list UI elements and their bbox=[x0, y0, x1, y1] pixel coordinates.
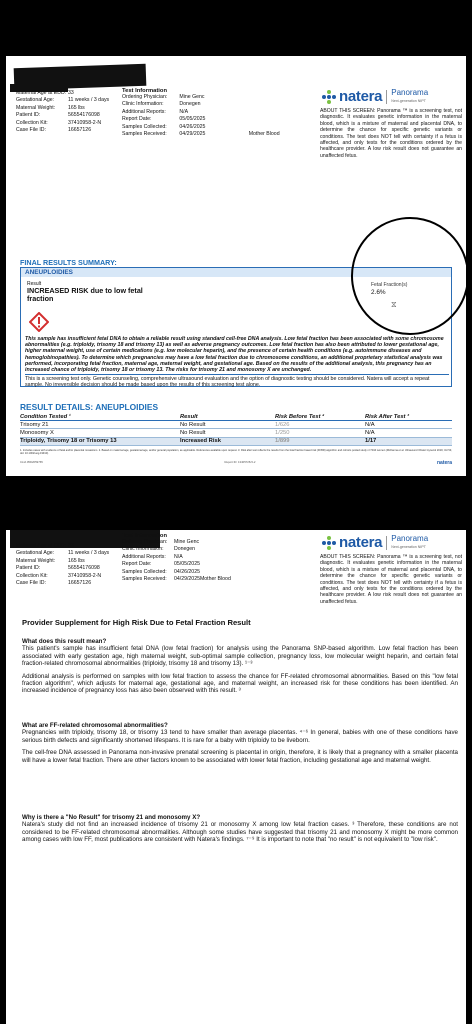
footnotes: 1. Includes cases with evidence of fetal and/or placental mosaicism. 2. Based on maternal age, gestational age, and/or general population, as applicable. References available upon request. 3. Risk after test reflects the results from the fetal fraction based risk (FFBR) algorithm and cohorts pooled study n=7344 women (McKanna et al. Ultrasound Obstet Gynecol 2019; Vol 54; doi: 10.1002/uog.19913). bbox=[20, 449, 452, 456]
patient-row: Maternal Age at EDD: 33 bbox=[16, 543, 74, 549]
about-screen-text: ABOUT THIS SCREEN: Panorama ™ is a screening test, not diagnostic. It evaluates genetic information in the maternal blood, which is a mixture of maternal and placental DNA, to determine the chance for specific genetic variants or conditions. The test does NOT tell with certainty if a fetus is affected, and only tests for the conditions ordered by the healthcare provider. A low risk result does not guarantee an unaffected fetus. bbox=[320, 554, 462, 605]
info-row: Samples Collected: 04/26/2025 bbox=[122, 123, 206, 130]
info-row: Ordering Physician: Mine Genc bbox=[122, 539, 200, 545]
patient-row: Maternal Weight: 165 lbs bbox=[16, 104, 85, 111]
info-row: Additional Reports: N/A bbox=[122, 553, 183, 560]
logo-divider bbox=[386, 536, 387, 550]
dna-icon: ⧖ bbox=[391, 300, 397, 309]
final-results-summary-title: FINAL RESULTS SUMMARY: bbox=[20, 258, 117, 267]
info-row: Samples Received: 04/29/2025 Mother Blood bbox=[122, 131, 280, 138]
warning-icon bbox=[29, 312, 49, 332]
patient-info bbox=[16, 90, 116, 134]
patient-row: Gestational Age: 11 weeks / 3 days bbox=[16, 550, 110, 557]
patient-row: Collection Kit: 37410958-2-N bbox=[16, 119, 102, 126]
patient-row: Maternal Weight: 165 lbs bbox=[16, 557, 85, 564]
report-page-1 bbox=[6, 56, 466, 476]
faq-answer: Pregnancies with triploidy, trisomy 18, or trisomy 13 tend to have smaller than average placentas. ⁴⁻⁶ In general, babies with one of these conditions have serious birth defects and significantly shortened lifespans. It is rare for a baby with triploidy to be liveborn. bbox=[22, 729, 458, 744]
patient-row: Patient ID: 56554176098 bbox=[16, 112, 100, 119]
natera-logo bbox=[322, 88, 428, 105]
result-details-table bbox=[20, 413, 452, 446]
page-footer: CLIA 05D2059765 Report ID: 13405728-5-2 natera bbox=[20, 460, 452, 466]
supplement-title: Provider Supplement for High Risk Due to Fetal Fraction Result bbox=[22, 618, 251, 627]
patient-row: Maternal Age at EDD: 33 bbox=[16, 90, 74, 96]
patient-row: Collection Kit: 37410958-2-N bbox=[16, 572, 102, 579]
logo-divider bbox=[386, 90, 387, 104]
screening-note: This is a screening test only. Genetic counseling, comprehensive ultrasound evaluation and the option of diagnostic testing should be considered. Natera will accept a repeat sample. No irreversible decision should be made based upon the results of this screening test alone. bbox=[25, 374, 449, 388]
table-header: Condition Tested ¹ Result Risk Before Test ² Risk After Test ³ bbox=[20, 413, 452, 421]
result-value: INCREASED RISK due to low fetal fraction bbox=[27, 286, 143, 304]
result-label: Result bbox=[27, 281, 42, 287]
test-info-title: Test Information bbox=[122, 88, 167, 94]
faq-question: What are FF-related chromosomal abnormalities? bbox=[22, 722, 168, 729]
fetal-fraction-value: 2.6% bbox=[371, 289, 386, 296]
info-row: Samples Received: 04/29/2025 Mother Blood bbox=[122, 576, 231, 583]
faq-question: What does this result mean? bbox=[22, 638, 107, 645]
about-screen-text: ABOUT THIS SCREEN: Panorama ™ is a screening test, not diagnostic. It evaluates genetic information in the maternal blood, which is a mixture of maternal and placental DNA, to determine the chance for specific genetic variants or conditions. The test does NOT tell with certainty if a fetus is affected, and only tests for the conditions ordered by the healthcare provider. A low risk result does not guarantee an unaffected fetus. bbox=[320, 108, 462, 159]
logo-word: natera bbox=[339, 88, 383, 105]
faq-section bbox=[22, 722, 458, 764]
natera-dots-icon bbox=[322, 536, 336, 550]
patient-info bbox=[16, 543, 116, 587]
natera-logo bbox=[322, 534, 428, 551]
test-information bbox=[122, 88, 318, 138]
info-row: Samples Collected: 04/26/2025 bbox=[122, 568, 200, 575]
patient-row: Case File ID: 16657126 bbox=[16, 580, 92, 587]
table-row: Monosomy X No Result 1/250 N/A bbox=[20, 429, 452, 437]
fetal-fraction-label: Fetal Fraction(s) bbox=[371, 282, 408, 288]
natera-dots-icon bbox=[322, 90, 336, 104]
result-explanation: This sample has insufficient fetal DNA to obtain a reliable result using standard cell-free DNA analysis. Low fetal fraction has been associated with some chromosome abnormalities (e.g. triploidy, trisomy 18 and trisomy 13) as well as adverse pregnancy outcomes. Low fetal fraction has also been attributed to lower gestational age, higher maternal weight, use of certain medications (e.g. low molecular heparin), and the presence of certain health conditions (e.g. autoimmune diseases and hemoglobinopathies). To determine which pregnancies may have a low fetal fraction due to chromosome conditions, an additional proprietary statistical analysis was performed, incorporating fetal fraction, maternal age, maternal weight, and gestational age. Based on the results of the additional analysis, this pregnancy has an increased chance of triploidy, trisomy 18 or trisomy 13. The risks for trisomy 21 and monosomy X are unchanged. bbox=[25, 336, 444, 374]
test-info-title: Test Information bbox=[122, 533, 167, 539]
test-information bbox=[122, 533, 318, 583]
info-row: Ordering Physician: Mine Genc bbox=[122, 94, 205, 100]
faq-section bbox=[22, 638, 458, 695]
faq-section bbox=[22, 814, 458, 844]
patient-row: Case File ID: 16657126 bbox=[16, 127, 92, 134]
faq-answer: The cell-free DNA assessed in Panorama non-invasive prenatal screening is placental in origin, therefore, it is likely that a pregnancy with a smaller placenta will have a lower fetal fraction. There are other factors known to be associated with lower fetal fraction, including gestational age and maternal weight. bbox=[22, 749, 458, 764]
table-row: Triploidy, Trisomy 18 or Trisomy 13 Increased Risk 1/899 1/17 bbox=[20, 438, 452, 446]
logo-word: natera bbox=[339, 534, 383, 551]
faq-answer: This patient's sample has insufficient fetal DNA (low fetal fraction) for analysis using the Panorama SNP-based algorithm. Low fetal fraction has been associated with early gestation age, high maternal weight, sub-optimal sample collection, pregnancy loss, low molecular weight heparin, and certain fetal fraction-related chromosomal abnormalities (triploidy, trisomy 18 and trisomy 13). ¹⁻³ bbox=[22, 645, 458, 668]
result-details-title: RESULT DETAILS: ANEUPLOIDIES bbox=[20, 402, 159, 412]
info-row: Clinic Information: Donegen bbox=[122, 546, 196, 553]
info-row: Clinic Information: Donegen bbox=[122, 101, 201, 108]
info-row: Additional Reports: N/A bbox=[122, 108, 189, 115]
product-name: Panorama Next-generation NIPT bbox=[391, 533, 429, 549]
patient-row: Patient ID: 56554176098 bbox=[16, 565, 100, 572]
info-row: Report Date: 05/05/2025 bbox=[122, 116, 206, 123]
faq-question: Why is there a "No Result" for trisomy 21 and monosomy X? bbox=[22, 814, 201, 821]
faq-answer: Additional analysis is performed on samples with low fetal fraction to assess the chance for FF-related chromosomal abnormalities. Based on this "low fetal fraction algorithm", which adjusts for maternal age, gestational age, and maternal weight, an increased risk for these conditions has been identified. An increased incidence of pregnancy loss has also been observed with this result. ³ bbox=[22, 672, 458, 695]
aneuploidies-header: ANEUPLOIDIES bbox=[21, 268, 451, 277]
faq-answer: Natera's study did not find an increased incidence of trisomy 21 or monosomy X among low fetal fraction cases. ³ Therefore, these conditions are not considered to be FF-related chromosomal abnormalities. Although some studies have suggested that trisomy 21 and monosomy X might be more common among cases with low FF, most publications are consistent with Natera's findings. ⁷⁻⁹ It is important to note that "no result" is not equivalent to "low risk". bbox=[22, 821, 458, 844]
table-row: Trisomy 21 No Result 1/626 N/A bbox=[20, 421, 452, 429]
product-name: Panorama Next-generation NIPT bbox=[391, 87, 429, 103]
report-page-2 bbox=[6, 530, 466, 1024]
patient-row: Gestational Age: 11 weeks / 3 days bbox=[16, 97, 110, 104]
info-row: Report Date: 05/05/2025 bbox=[122, 561, 200, 568]
